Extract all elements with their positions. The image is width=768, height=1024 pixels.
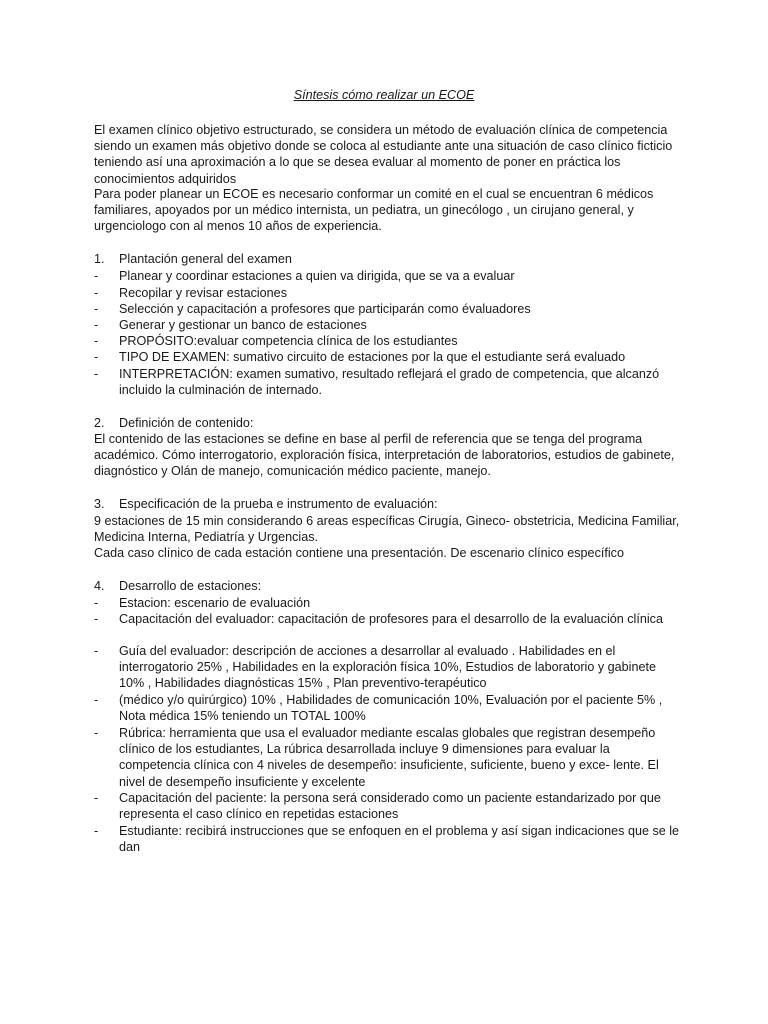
bullet-dash: - [94, 269, 99, 283]
section-3-body: 9 estaciones de 15 min considerando 6 areas específicas Cirugía, Gineco- obstetricia, Medicina Familiar, Medicina Interna, Pediatría y Urgencias. [94, 514, 680, 545]
intro-paragraph-1: El examen clínico objetivo estructurado, se considera un método de evaluación clínica de competencia siendo un examen más objetivo donde se coloca al estudiante ante una situación de caso clínico ficticio teniendo así una aproximación a lo que se desea evaluar al momento de poner en práctica los conocimientos adquiridos [94, 123, 673, 186]
list-item-text: (médico y/o quirúrgico) 10% , Habilidades de comunicación 10%, Evaluación por el paciente 5% , Nota médica 15% teniendo un TOTAL 100% [119, 693, 663, 724]
bullet-dash: - [94, 286, 99, 300]
section-3-note: Cada caso clínico de cada estación contiene una presentación. De escenario clínico específico [94, 546, 624, 560]
document-title: Síntesis cómo realizar un ECOE [293, 88, 475, 102]
list-item [94, 790, 684, 822]
list-item [94, 285, 684, 301]
section-3-number: 3. [94, 497, 105, 511]
section-2-number: 2. [94, 416, 105, 430]
bullet-dash: - [94, 334, 99, 348]
list-item [94, 349, 684, 365]
bullet-dash: - [94, 824, 99, 838]
bullet-dash: - [94, 596, 99, 610]
intro-paragraph-2: Para poder planear un ECOE es necesario conformar un comité en el cual se encuentran 6 médicos familiares, apoyados por un médico internista, un pediatra, un ginecólogo , un cirujano general, y urgenciologo con al menos 10 años de experiencia. [94, 187, 654, 234]
list-item-text: Capacitación del evaluador: capacitación de profesores para el desarrollo de la evaluación clínica [119, 612, 663, 626]
section-4-number: 4. [94, 579, 105, 593]
list-item-text: Recopilar y revisar estaciones [119, 286, 287, 300]
list-item [94, 301, 684, 317]
section-1-number: 1. [94, 252, 105, 266]
bullet-dash: - [94, 302, 99, 316]
section-3-heading [94, 496, 684, 512]
list-item-text: Estudiante: recibirá instrucciones que se enfoquen en el problema y así sigan indicaciones que se le dan [119, 824, 680, 855]
list-item [94, 611, 684, 627]
list-item [94, 268, 684, 284]
list-item-text: Planear y coordinar estaciones a quien va dirigida, que se va a evaluar [119, 269, 515, 283]
list-item [94, 366, 684, 398]
section-1-title: Plantación general del examen [119, 252, 292, 266]
list-item [94, 725, 684, 790]
bullet-dash: - [94, 350, 99, 364]
list-item-text: Selección y capacitación a profesores que participarán como évaluadores [119, 302, 531, 316]
bullet-dash: - [94, 726, 99, 740]
list-item-text: Capacitación del paciente: la persona será considerado como un paciente estandarizado por que representa el caso clínico en repetidas estaciones [119, 791, 661, 822]
bullet-dash: - [94, 318, 99, 332]
bullet-dash: - [94, 367, 99, 381]
section-2-title: Definición de contenido: [119, 416, 254, 430]
section-4-heading [94, 578, 684, 594]
bullet-dash: - [94, 612, 99, 626]
list-item-text: Estacion: escenario de evaluación [119, 596, 311, 610]
bullet-dash: - [94, 791, 99, 805]
bullet-dash: - [94, 693, 99, 707]
list-item [94, 317, 684, 333]
section-1-heading [94, 251, 684, 267]
list-item-text: Guía del evaluador: descripción de acciones a desarrollar al evaluado . Habilidades en el interrogatorio 25% , Habilidades en la exploración física 10%, Estudios de laboratorio y gabinete 10% , Habilidades diagnósticas 15% , Plan preventivo-terapéutico [119, 644, 656, 691]
section-2-body: El contenido de las estaciones se define en base al perfil de referencia que se tenga del programa académico. Cómo interrogatorio, exploración física, interpretación de laboratorios, estudios de gabinete, diagnóstico y Olán de manejo, comunicación médico paciente, manejo. [94, 432, 675, 479]
list-item [94, 333, 684, 349]
list-item [94, 595, 684, 611]
list-item [94, 643, 684, 692]
list-item [94, 692, 684, 724]
list-item-text: PROPÓSITO:evaluar competencia clínica de los estudiantes [119, 334, 458, 348]
section-4-title: Desarrollo de estaciones: [119, 579, 262, 593]
list-item-text: INTERPRETACIÓN: examen sumativo, resultado reflejará el grado de competencia, que alcanzó incluido la culminación de internado. [119, 367, 660, 398]
section-3-title: Especificación de la prueba e instrumento de evaluación: [119, 497, 438, 511]
list-item [94, 823, 684, 855]
list-item-text: TIPO DE EXAMEN: sumativo circuito de estaciones por la que el estudiante será evaluado [119, 350, 626, 364]
list-item-text: Rúbrica: herramienta que usa el evaluador mediante escalas globales que registran desempeño clínico de los estudiantes, La rúbrica desarrollada incluye 9 dimensiones para evaluar la competencia clínica con 4 niveles de desempeño: insuficiente, suficiente, bueno y exce- lente. El nivel de desempeño insuficiente y excelente [119, 726, 659, 789]
list-item-text: Generar y gestionar un banco de estaciones [119, 318, 367, 332]
section-2-heading [94, 415, 684, 431]
bullet-dash: - [94, 644, 99, 658]
